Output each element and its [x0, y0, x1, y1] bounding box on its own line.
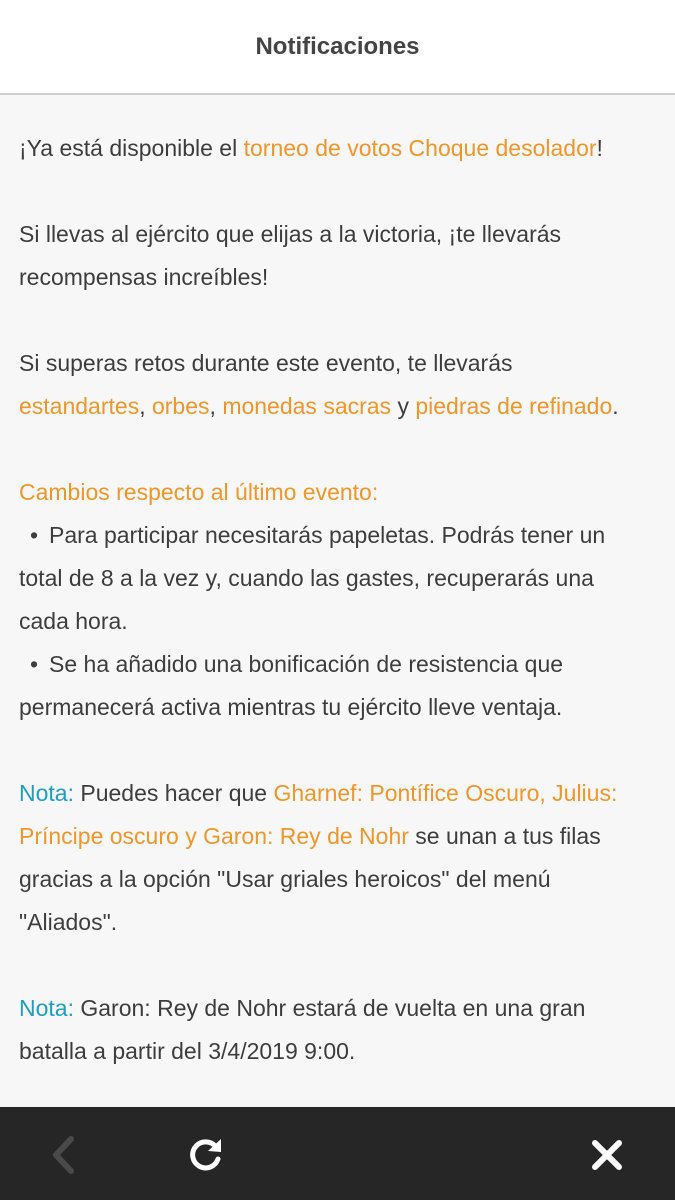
- reward-stones: piedras de refinado: [415, 393, 613, 419]
- back-button[interactable]: [42, 1133, 86, 1177]
- close-button[interactable]: [585, 1133, 629, 1177]
- reward-coins: monedas sacras: [222, 393, 392, 419]
- notification-content[interactable]: [0, 97, 675, 1107]
- paragraph-changes: Cambios respecto al último evento: • Para participar necesitarás papeletas. Podrás tener un total de 8 a la vez y, cuando las gastes, recuperarás una cada hora. • Se ha añadido una bonificación de resistencia que permanecerá activa mientras tu ejército lleve ventaja.: [19, 471, 656, 729]
- change-item: • Se ha añadido una bonificación de resistencia que: [19, 643, 656, 686]
- event-link: torneo de votos Choque desolador: [243, 135, 597, 161]
- paragraph-challenges: Si superas retos durante este evento, te llevarás estandartes, orbes, monedas sacras y piedras de refinado.: [19, 350, 619, 419]
- chevron-left-icon: [49, 1135, 79, 1175]
- header-bar: [0, 0, 675, 95]
- refresh-button[interactable]: [183, 1133, 227, 1177]
- note-label: Nota:: [19, 995, 74, 1021]
- paragraph-note-garon: Nota: Garon: Rey de Nohr estará de vuelta en una gran batalla a partir del 3/4/2019 9:00.: [19, 995, 586, 1064]
- reward-orbs: orbes: [151, 393, 210, 419]
- bullet-icon: •: [29, 522, 39, 548]
- paragraph-intro: ¡Ya está disponible el torneo de votos Choque desolador!: [19, 135, 603, 161]
- reward-standards: estandartes: [19, 393, 140, 419]
- bottom-toolbar: [0, 1107, 675, 1200]
- refresh-icon: [185, 1135, 225, 1175]
- changes-heading: Cambios respecto al último evento:: [19, 479, 379, 505]
- page-title: Notificaciones: [255, 32, 420, 60]
- paragraph-rewards: Si llevas al ejército que elijas a la victoria, ¡te llevarás recompensas increíbles!: [19, 221, 562, 290]
- paragraph-note-heroes: Nota: Puedes hacer que Gharnef: Pontífice Oscuro, Julius: Príncipe oscuro y Garon: Rey de Nohr se unan a tus filas gracias a la opción "Usar griales heroicos" del menú "Aliados".: [19, 780, 618, 935]
- note-label: Nota:: [19, 780, 74, 806]
- heroes-link: Príncipe oscuro y Garon: Rey de Nohr: [19, 823, 409, 849]
- heroes-link: Gharnef: Pontífice Oscuro, Julius:: [273, 780, 618, 806]
- close-icon: [590, 1138, 624, 1172]
- bullet-icon: •: [29, 651, 39, 677]
- change-item: • Para participar necesitarás papeletas. Podrás tener un: [19, 514, 656, 557]
